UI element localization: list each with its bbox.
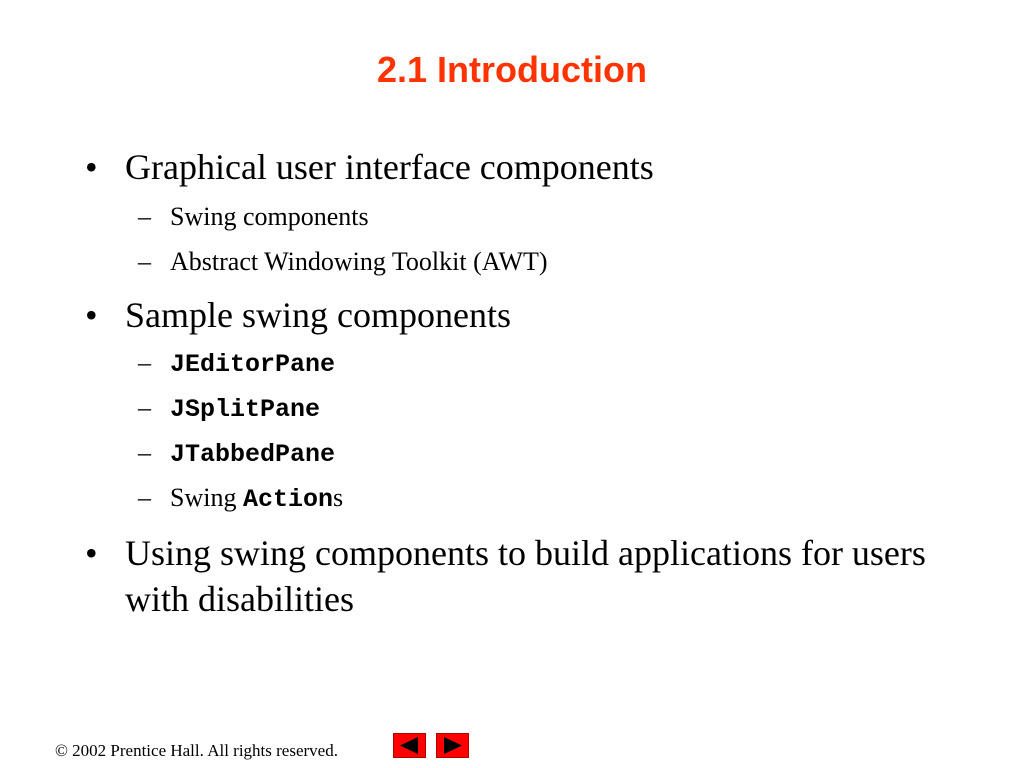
dash-icon: – — [138, 202, 151, 231]
dash-icon: – — [138, 483, 151, 512]
left-arrow-icon — [394, 734, 425, 757]
sub-item — [138, 436, 335, 472]
code-text: JSplitPane — [170, 395, 321, 424]
sub-item — [138, 346, 335, 382]
sub-item-text: Swing components — [170, 202, 369, 231]
slide-title: 2.1 Introduction — [377, 49, 647, 90]
sub-item — [138, 200, 369, 234]
sub-item-suffix: s — [332, 483, 344, 512]
bullet-icon: • — [85, 533, 98, 573]
code-text: JEditorPane — [170, 350, 336, 379]
sub-item — [138, 245, 548, 279]
code-text: JTabbedPane — [170, 440, 336, 469]
bullet-icon: • — [85, 295, 98, 335]
code-text: Action — [242, 485, 333, 514]
next-slide-button[interactable] — [436, 733, 469, 758]
sub-item-prefix: Swing — [170, 483, 243, 512]
dash-icon: – — [138, 393, 151, 422]
right-arrow-icon — [437, 734, 468, 757]
sub-item — [138, 391, 320, 427]
copyright-footer: © 2002 Prentice Hall. All rights reserved. — [55, 741, 338, 760]
bullet-text: Graphical user interface components — [125, 147, 654, 187]
dash-icon: – — [138, 348, 151, 377]
bullet-text: Sample swing components — [125, 295, 511, 335]
dash-icon: – — [138, 438, 151, 467]
sub-item-text: Abstract Windowing Toolkit (AWT) — [170, 247, 548, 276]
bullet-icon: • — [85, 147, 98, 187]
prev-slide-button[interactable] — [393, 733, 426, 758]
sub-item — [138, 481, 343, 517]
bullet-text: Using swing components to build applications for users with disabilities — [125, 533, 926, 619]
dash-icon: – — [138, 247, 151, 276]
